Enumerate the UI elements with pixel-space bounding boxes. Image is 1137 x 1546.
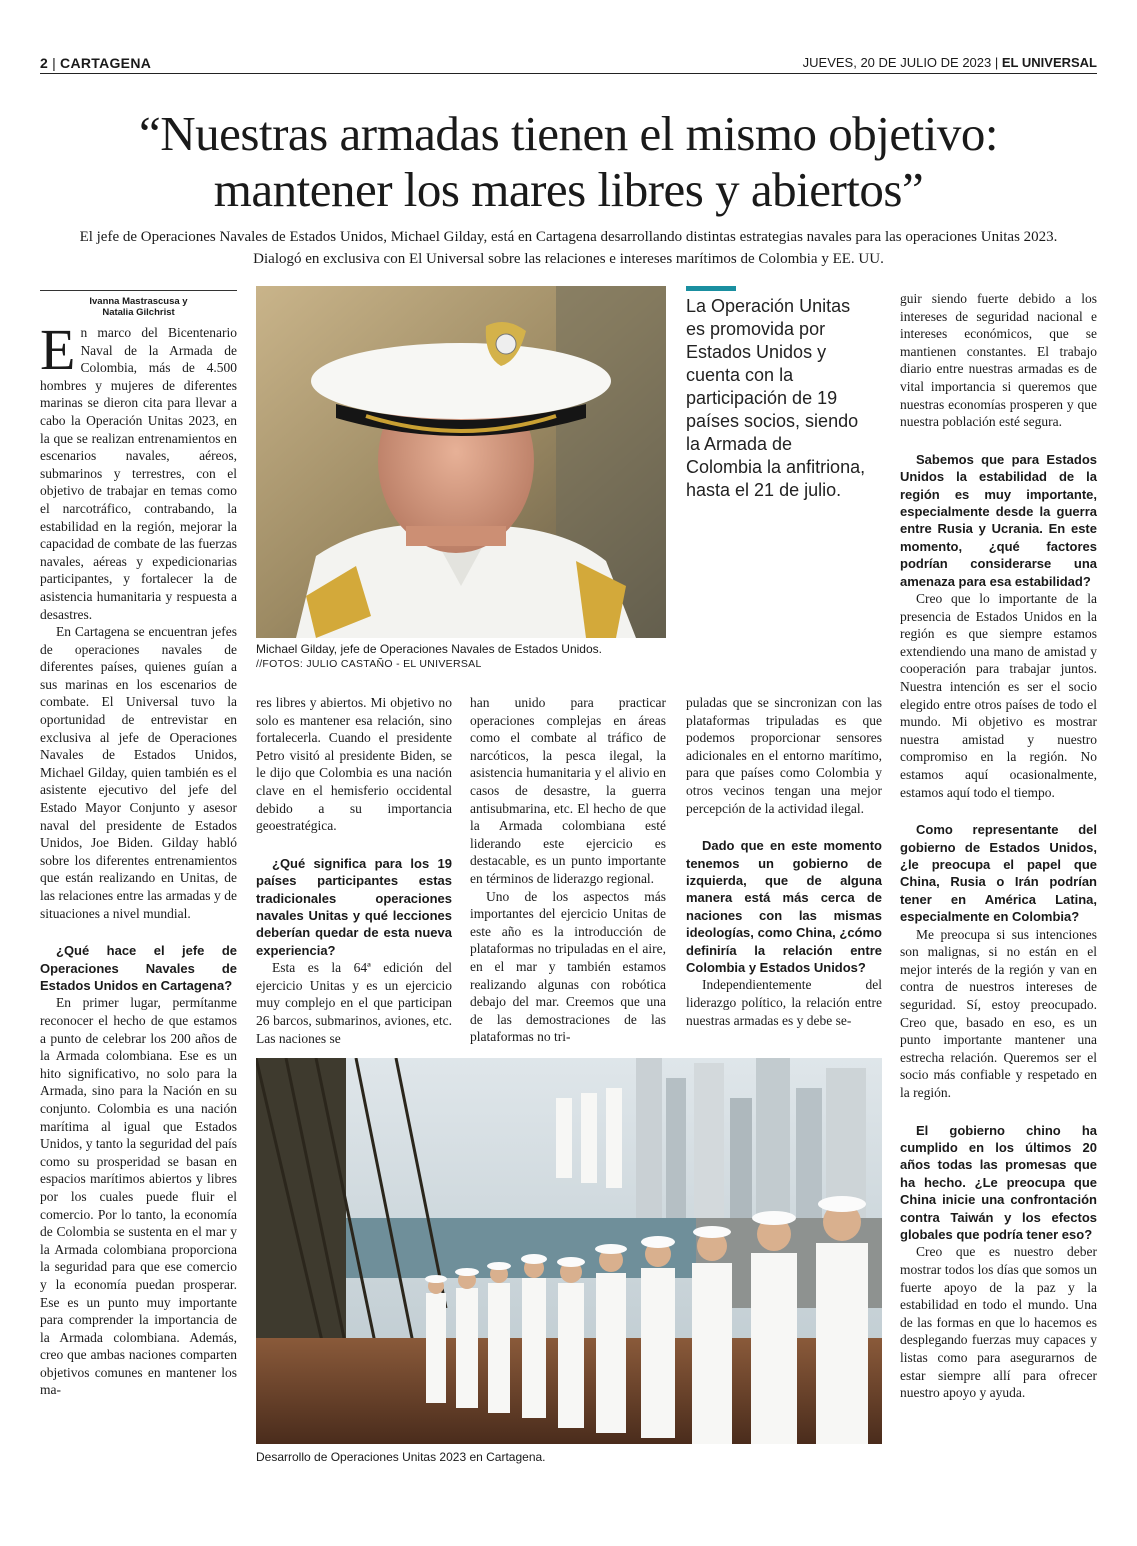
drop-cap: E <box>40 317 76 382</box>
interview-answer: Independientemente del liderazgo político, la relación entre nuestras armadas es y debe se- <box>686 977 882 1028</box>
interview-question: ¿Qué hace el jefe de Operaciones Navales de Estados Unidos en Cartagena? <box>40 943 237 993</box>
photo-credit: //FOTOS: JULIO CASTAÑO - EL UNIVERSAL <box>256 658 482 670</box>
pull-quote <box>686 286 872 502</box>
section-name: CARTAGENA <box>60 55 152 71</box>
headline <box>40 106 1097 218</box>
paragraph: han unido para practicar operaciones complejas en áreas como el combate al tráfico de narcóticos, la pesca ilegal, la asistencia humanitaria y el alivio en casos de desastre, la guerra antisubmarina, etc. El hecho de que la Armada colombiana esté liderando este ejercicio es destacable, es un punto importante en términos de liderazgo regional. <box>470 695 666 886</box>
ship-photo <box>256 1058 882 1444</box>
paragraph: res libres y abiertos. Mi objetivo no solo es mantener esa relación, sino fortalecerla. Cuando el presidente Petro visitó al presidente Biden, se le dijo que Colombia es una nación clave en el hemisferio occidental debido a su importancia geoestratégica. <box>256 695 452 834</box>
header-right: JUEVES, 20 DE JULIO DE 2023 | EL UNIVERSAL <box>802 55 1097 70</box>
interview-question: ¿Qué significa para los 19 países participantes estas tradicionales operaciones navales Unitas y qué lecciones deberían quedar de esta nueva experiencia? <box>256 855 452 958</box>
paragraph: puladas que se sincronizan con las plataformas tripuladas es que podemos proporcionar sensores adicionales en el entorno marítimo, para que países como Colombia y otros vecinos tengan una mejor percepción de la actividad ilegal. <box>686 695 882 816</box>
admiral-portrait-image <box>256 286 666 638</box>
interview-answer: Me preocupa si sus intenciones son malignas, si no están en el mejor interés de la región y van en contra de nuestros intereses de seguridad. Sí, estoy preocupado. Creo que, basado en eso, es un punto importante mantener una estrecha relación. Queremos ser el socio más confiable y respetado en la región. <box>900 926 1097 1100</box>
portrait-caption <box>256 642 676 672</box>
pull-quote-text: La Operación Unitas es promovida por Estados Unidos y cuenta con la participación de 19 países socios, siendo la Armada de Colombia la anfitriona, hasta el 21 de julio. <box>686 296 866 500</box>
headline-line-2: mantener los mares libres y abiertos” <box>213 162 924 217</box>
interview-answer: En primer lugar, permítanme reconocer el hecho de que estamos a punto de celebrar los 200 años de la Armada colombiana. Ese es un hito significativo, no solo para la Armada, sino para la Nación en su conjunto. Colombia es una nación marítima al igual que Estados Unidos, y tanto la seguridad del país como su prosperidad se basan en espacios marítimos abiertos y libres por los cuales puede fluir el comercio. Por lo tanto, la economía de Colombia se sustenta en el mar y la Armada colombiana proporciona la seguridad para que ese comercio y la economía puedan prosperar. Ese es un punto muy importante para comprender la importancia de la Armada colombiana. Además, creo que ambas naciones comparten objetivos comunes en mantener los ma- <box>40 995 237 1398</box>
portrait-caption-text: Michael Gilday, jefe de Operaciones Navales de Estados Unidos. <box>256 642 602 656</box>
paragraph: En Cartagena se encuentran jefes de operaciones navales de diferentes países, quienes guían a sus marinas en los escenarios de combate. El Universal tuvo la oportunidad de entrevistar en exclusiva al jefe de Operaciones Navales de Estados Unidos, Michael Gilday, quien también es el asistente ejecutivo del jefe del Estado Mayor Conjunto y asesor naval del presidente de Estados Unidos, Joe Biden. Gilday habló sobre los diferentes entrenamientos que están realizando en Unitas, de las relaciones entre las armadas y de situaciones a nivel mundial. <box>40 624 237 921</box>
header-left: 2 | CARTAGENA <box>40 55 152 71</box>
intro-paragraph: En marco del Bicentenario Naval de la Armada de Colombia, más de 4.500 hombres y mujeres de diferentes marinas se dieron cita para llevar a cabo la Operación Unitas 2023, en la que se realizan entrenamientos en escenarios navales, aéreos, submarinos y terrestres, con el objetivo de trabajar en temas como el narcotráfico, contrabando, la estabilidad en la región, mejorar la capacidad de combate de las fuerzas navales, aéreas y expedicionarias participantes, y fortalecer la de asistencia humanitaria y respuesta a desastres. <box>40 317 237 622</box>
interview-answer: Creo que es nuestro deber mostrar todos los días que somos un fuerte apoyo de la paz y la estabilidad en todo el mundo. Una de las formas en que lo hacemos es desplegando fuerzas muy capaces y listas como para asegurarnos de estar siempre allí para ofrecer nuestro apoyo y ayuda. <box>900 1244 1097 1401</box>
headline-line-1: “Nuestras armadas tienen el mismo objetivo: <box>139 106 998 161</box>
page-header <box>40 52 1097 74</box>
column-5 <box>900 290 1097 1402</box>
portrait-photo <box>256 286 666 638</box>
article-dek: El jefe de Operaciones Navales de Estados Unidos, Michael Gilday, está en Cartagena desarrollando distintas estrategias navales para las operaciones Unitas 2023. Dialogó en exclusiva con El Universal sobre las relaciones e intereses marítimos de Colombia y EE. UU. <box>79 229 1058 267</box>
interview-answer: Esta es la 64ª edición del ejercicio Unitas y es un ejercicio muy complejo en el que participan 26 barcos, submarinos, aviones, etc. Las naciones se <box>256 960 452 1046</box>
interview-question: El gobierno chino ha cumplido en los últimos 20 años todas las promesas que ha hecho. ¿Le preocupa que China inicie una confrontación contra Taiwán y los efectos globales que podría tener eso? <box>900 1122 1097 1242</box>
pull-quote-accent-bar <box>686 286 736 291</box>
ship-photo-caption: Desarrollo de Operaciones Unitas 2023 en Cartagena. <box>256 1450 546 1464</box>
issue-date: JUEVES, 20 DE JULIO DE 2023 <box>802 55 992 70</box>
interview-question: Dado que en este momento tenemos un gobierno de izquierda, que de alguna manera está más cerca de naciones con las mismas ideologías, como China, ¿cómo definiría la relación entre Colombia y Estados Unidos? <box>686 838 882 975</box>
byline: Ivanna Mastrascusa y Natalia Gilchrist <box>40 290 237 318</box>
page-number: 2 <box>40 55 49 71</box>
column-4 <box>686 694 882 1029</box>
interview-question: Sabemos que para Estados Unidos la estabilidad de la región es muy importante, especialmente desde la guerra entre Rusia y Ucrania. En este momento, ¿qué factores podrían considerarse una amenaza para esa estabilidad? <box>900 451 1097 589</box>
column-1 <box>40 290 237 1399</box>
paragraph: guir siendo fuerte debido a los intereses de seguridad nacional e intereses económicos, que se mantienen constantes. El trabajo diario entre nuestras armadas es de vital importancia si queremos que nuestras economías prosperen y que nuestra población esté segura. <box>900 291 1097 430</box>
column-3 <box>470 694 666 1046</box>
paragraph: Uno de los aspectos más importantes del ejercicio Unitas de este año es la introducción de plataformas no tripuladas en el aire, en el mar y también estamos realizando algunas con robótica debajo del mar. Creemos que una de las demostraciones de las plataformas no tri- <box>470 888 666 1045</box>
column-2 <box>256 694 452 1047</box>
newspaper-name: EL UNIVERSAL <box>1001 55 1097 70</box>
interview-question: Como representante del gobierno de Estados Unidos, ¿le preocupa el papel que China, Rusia o Irán podrían tener en América Latina, especialmente en Colombia? <box>900 822 1097 925</box>
interview-answer: Creo que lo importante de la presencia de Estados Unidos en la región es que siempre estamos extendiendo una mano de amistad y cooperación para trabajar juntos. Nuestra intención es ser el socio elegido entre otros países de todo el mundo. Mi objetivo es mostrar nuestra amistad y nuestro compromiso en la región. No estamos aquí ocasionalmente, estamos aquí todo el tiempo. <box>900 591 1097 800</box>
sailors-on-ship-image <box>256 1058 882 1444</box>
